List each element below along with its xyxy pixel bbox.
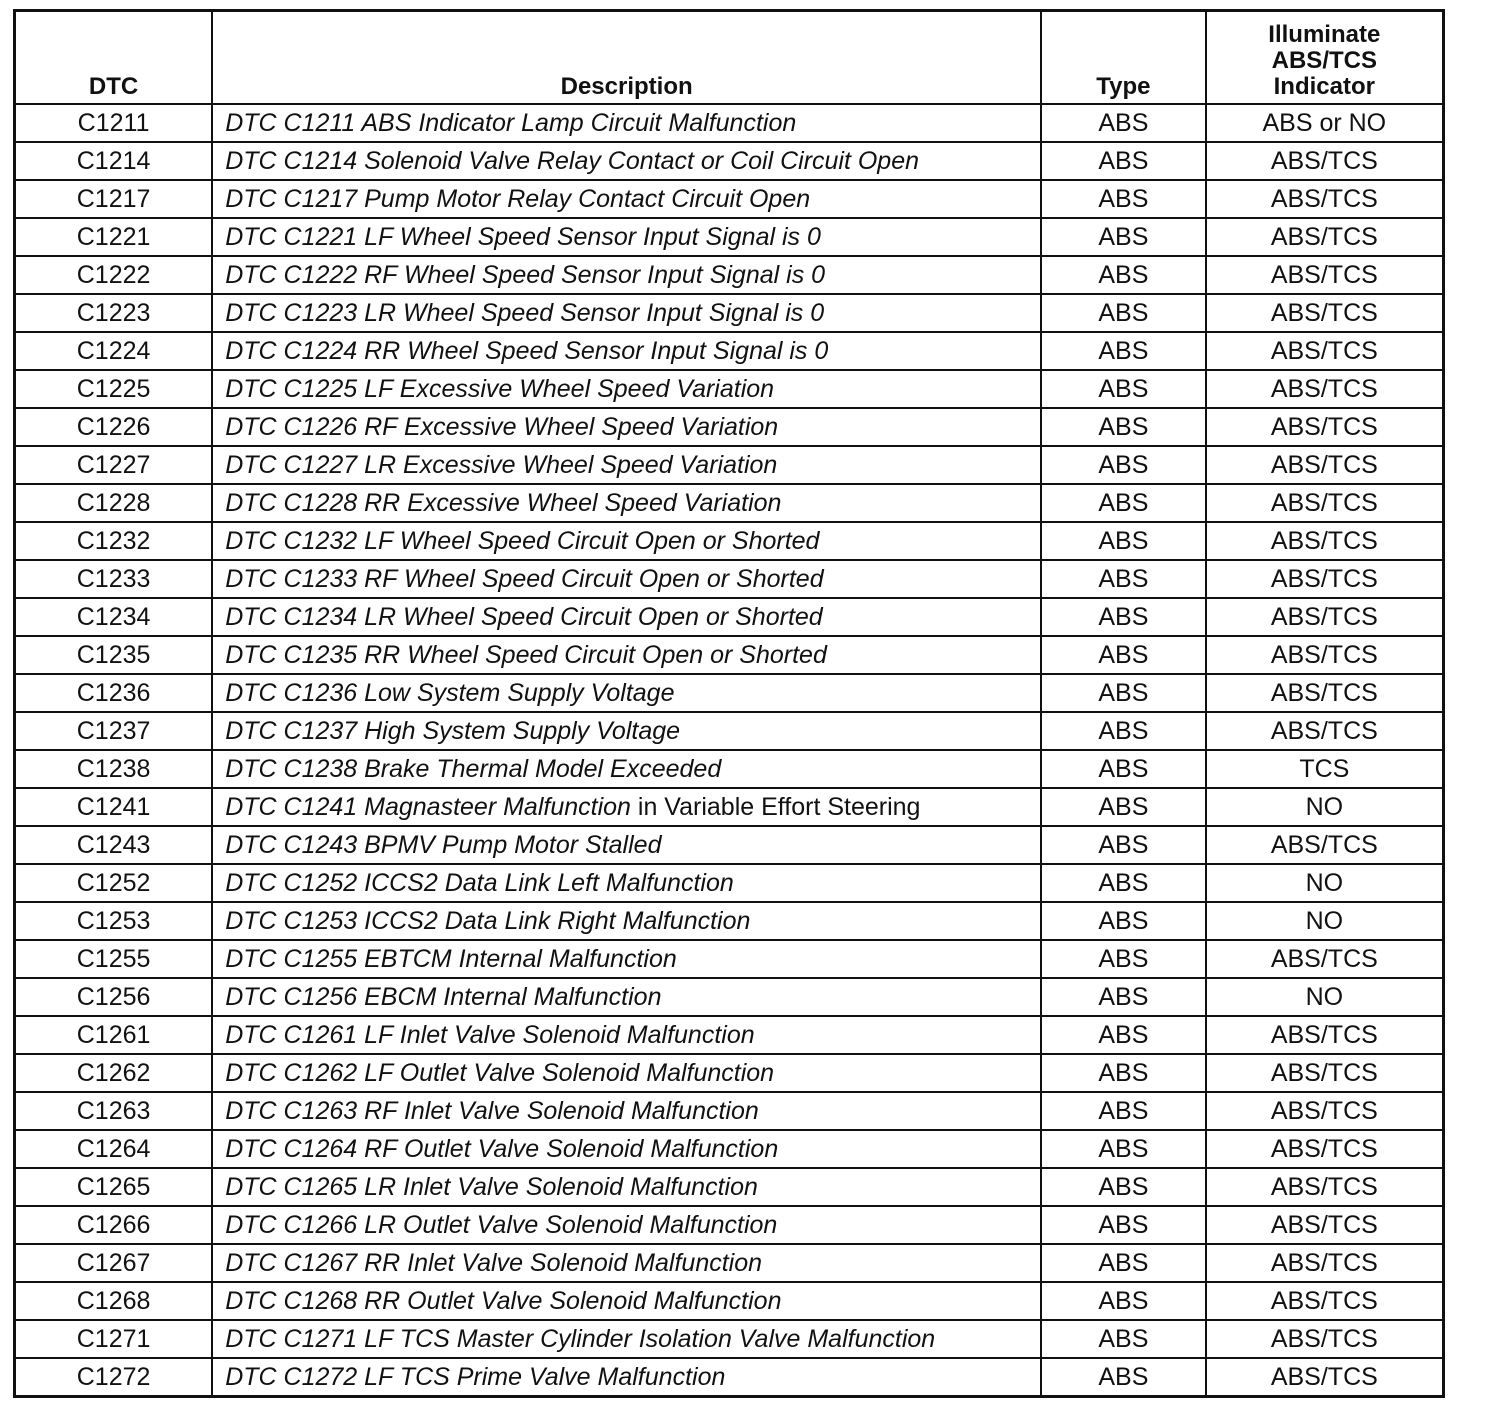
dtc-type: ABS bbox=[1041, 1054, 1206, 1092]
header-dtc: DTC bbox=[15, 11, 213, 105]
header-description: Description bbox=[212, 11, 1041, 105]
table-row bbox=[15, 408, 1444, 446]
dtc-type: ABS bbox=[1041, 294, 1206, 332]
dtc-type: ABS bbox=[1041, 104, 1206, 142]
dtc-description bbox=[212, 1282, 1041, 1320]
dtc-type: ABS bbox=[1041, 1016, 1206, 1054]
dtc-type: ABS bbox=[1041, 636, 1206, 674]
table-row bbox=[15, 446, 1444, 484]
dtc-description-text: DTC C1264 RF Outlet Valve Solenoid Malfunction bbox=[225, 1135, 779, 1163]
dtc-indicator: ABS/TCS bbox=[1206, 636, 1444, 674]
dtc-indicator: ABS/TCS bbox=[1206, 370, 1444, 408]
dtc-description bbox=[212, 864, 1041, 902]
dtc-description-text: DTC C1222 RF Wheel Speed Sensor Input Signal is 0 bbox=[225, 261, 826, 289]
dtc-description bbox=[212, 218, 1041, 256]
dtc-description bbox=[212, 1320, 1041, 1358]
dtc-description bbox=[212, 712, 1041, 750]
dtc-description-text: DTC C1223 LR Wheel Speed Sensor Input Signal is 0 bbox=[225, 299, 825, 327]
dtc-indicator: ABS/TCS bbox=[1206, 598, 1444, 636]
dtc-description-text: DTC C1235 RR Wheel Speed Circuit Open or Shorted bbox=[225, 641, 827, 669]
table-row bbox=[15, 142, 1444, 180]
table-row bbox=[15, 1320, 1444, 1358]
dtc-indicator: NO bbox=[1206, 788, 1444, 826]
dtc-indicator: ABS/TCS bbox=[1206, 256, 1444, 294]
dtc-code: C1266 bbox=[15, 1206, 213, 1244]
dtc-code: C1256 bbox=[15, 978, 213, 1016]
dtc-type: ABS bbox=[1041, 142, 1206, 180]
dtc-description-text: DTC C1253 ICCS2 Data Link Right Malfunction bbox=[225, 907, 751, 935]
dtc-description bbox=[212, 1168, 1041, 1206]
dtc-type: ABS bbox=[1041, 750, 1206, 788]
dtc-code: C1236 bbox=[15, 674, 213, 712]
table-row bbox=[15, 940, 1444, 978]
dtc-description-text: DTC C1227 LR Excessive Wheel Speed Variation bbox=[225, 451, 778, 479]
dtc-description bbox=[212, 940, 1041, 978]
dtc-code: C1241 bbox=[15, 788, 213, 826]
dtc-code: C1263 bbox=[15, 1092, 213, 1130]
dtc-indicator: ABS/TCS bbox=[1206, 484, 1444, 522]
dtc-type: ABS bbox=[1041, 902, 1206, 940]
dtc-type: ABS bbox=[1041, 1168, 1206, 1206]
dtc-type: ABS bbox=[1041, 826, 1206, 864]
dtc-indicator: ABS/TCS bbox=[1206, 522, 1444, 560]
table-row bbox=[15, 902, 1444, 940]
dtc-code: C1232 bbox=[15, 522, 213, 560]
dtc-code: C1235 bbox=[15, 636, 213, 674]
dtc-type: ABS bbox=[1041, 256, 1206, 294]
table-row bbox=[15, 1130, 1444, 1168]
table-row bbox=[15, 788, 1444, 826]
dtc-description-text: DTC C1221 LF Wheel Speed Sensor Input Signal is 0 bbox=[225, 223, 821, 251]
dtc-indicator: ABS/TCS bbox=[1206, 1282, 1444, 1320]
dtc-description bbox=[212, 142, 1041, 180]
table-row bbox=[15, 256, 1444, 294]
dtc-description-text: DTC C1228 RR Excessive Wheel Speed Variation bbox=[225, 489, 782, 517]
dtc-description-text: DTC C1236 Low System Supply Voltage bbox=[225, 679, 675, 707]
dtc-description bbox=[212, 560, 1041, 598]
dtc-code: C1264 bbox=[15, 1130, 213, 1168]
dtc-description bbox=[212, 750, 1041, 788]
dtc-code: C1224 bbox=[15, 332, 213, 370]
table-row bbox=[15, 104, 1444, 142]
dtc-type: ABS bbox=[1041, 1130, 1206, 1168]
dtc-type: ABS bbox=[1041, 1320, 1206, 1358]
table-row bbox=[15, 750, 1444, 788]
dtc-indicator: ABS/TCS bbox=[1206, 1244, 1444, 1282]
dtc-description bbox=[212, 484, 1041, 522]
dtc-description-text: DTC C1217 Pump Motor Relay Contact Circuit Open bbox=[225, 185, 811, 213]
dtc-description bbox=[212, 598, 1041, 636]
table-row bbox=[15, 1054, 1444, 1092]
dtc-indicator: ABS/TCS bbox=[1206, 1054, 1444, 1092]
dtc-indicator: ABS/TCS bbox=[1206, 218, 1444, 256]
dtc-type: ABS bbox=[1041, 598, 1206, 636]
dtc-code: C1262 bbox=[15, 1054, 213, 1092]
table-row bbox=[15, 712, 1444, 750]
dtc-description bbox=[212, 1054, 1041, 1092]
table-row bbox=[15, 332, 1444, 370]
table-row bbox=[15, 1282, 1444, 1320]
dtc-indicator: ABS/TCS bbox=[1206, 1168, 1444, 1206]
dtc-code: C1271 bbox=[15, 1320, 213, 1358]
table-row bbox=[15, 826, 1444, 864]
dtc-description bbox=[212, 826, 1041, 864]
table-row bbox=[15, 1168, 1444, 1206]
dtc-indicator: ABS/TCS bbox=[1206, 1320, 1444, 1358]
header-indicator bbox=[1206, 11, 1444, 105]
dtc-type: ABS bbox=[1041, 674, 1206, 712]
dtc-type: ABS bbox=[1041, 978, 1206, 1016]
table-row bbox=[15, 978, 1444, 1016]
dtc-description-text: DTC C1255 EBTCM Internal Malfunction bbox=[225, 945, 677, 973]
dtc-description-text: DTC C1243 BPMV Pump Motor Stalled bbox=[225, 831, 662, 859]
dtc-description bbox=[212, 1092, 1041, 1130]
dtc-type: ABS bbox=[1041, 1092, 1206, 1130]
dtc-description-text: DTC C1225 LF Excessive Wheel Speed Variation bbox=[225, 375, 775, 403]
dtc-description-text: DTC C1238 Brake Thermal Model Exceeded bbox=[225, 755, 722, 783]
dtc-description-text: DTC C1237 High System Supply Voltage bbox=[225, 717, 681, 745]
dtc-description-text: DTC C1267 RR Inlet Valve Solenoid Malfunction bbox=[225, 1249, 763, 1277]
dtc-description-text: DTC C1252 ICCS2 Data Link Left Malfunction bbox=[225, 869, 734, 897]
dtc-indicator: ABS/TCS bbox=[1206, 1358, 1444, 1397]
table-row bbox=[15, 370, 1444, 408]
dtc-code: C1227 bbox=[15, 446, 213, 484]
dtc-code: C1228 bbox=[15, 484, 213, 522]
table-row bbox=[15, 598, 1444, 636]
dtc-description bbox=[212, 636, 1041, 674]
dtc-indicator: NO bbox=[1206, 978, 1444, 1016]
dtc-code: C1233 bbox=[15, 560, 213, 598]
dtc-code: C1255 bbox=[15, 940, 213, 978]
table-row bbox=[15, 1206, 1444, 1244]
dtc-description-text: DTC C1224 RR Wheel Speed Sensor Input Signal is 0 bbox=[225, 337, 829, 365]
dtc-code: C1211 bbox=[15, 104, 213, 142]
dtc-description bbox=[212, 1016, 1041, 1054]
dtc-type: ABS bbox=[1041, 522, 1206, 560]
dtc-code: C1272 bbox=[15, 1358, 213, 1397]
table-row bbox=[15, 294, 1444, 332]
dtc-code: C1252 bbox=[15, 864, 213, 902]
dtc-description bbox=[212, 522, 1041, 560]
table-body bbox=[15, 104, 1444, 1397]
dtc-code: C1261 bbox=[15, 1016, 213, 1054]
dtc-code: C1253 bbox=[15, 902, 213, 940]
dtc-description-text: DTC C1268 RR Outlet Valve Solenoid Malfunction bbox=[225, 1287, 782, 1315]
dtc-code: C1225 bbox=[15, 370, 213, 408]
dtc-indicator: TCS bbox=[1206, 750, 1444, 788]
dtc-indicator: ABS/TCS bbox=[1206, 332, 1444, 370]
dtc-description bbox=[212, 978, 1041, 1016]
table-row bbox=[15, 484, 1444, 522]
table-row bbox=[15, 1244, 1444, 1282]
dtc-description-suffix: in Variable Effort Steering bbox=[630, 793, 921, 821]
dtc-indicator: ABS/TCS bbox=[1206, 1206, 1444, 1244]
dtc-code: C1237 bbox=[15, 712, 213, 750]
dtc-code: C1267 bbox=[15, 1244, 213, 1282]
dtc-description bbox=[212, 446, 1041, 484]
dtc-code: C1265 bbox=[15, 1168, 213, 1206]
dtc-code: C1217 bbox=[15, 180, 213, 218]
dtc-code: C1234 bbox=[15, 598, 213, 636]
dtc-type: ABS bbox=[1041, 446, 1206, 484]
dtc-description-text: DTC C1266 LR Outlet Valve Solenoid Malfunction bbox=[225, 1211, 778, 1239]
dtc-type: ABS bbox=[1041, 370, 1206, 408]
dtc-type: ABS bbox=[1041, 180, 1206, 218]
dtc-description bbox=[212, 256, 1041, 294]
dtc-table bbox=[13, 9, 1445, 1398]
dtc-type: ABS bbox=[1041, 1206, 1206, 1244]
dtc-indicator: ABS/TCS bbox=[1206, 560, 1444, 598]
dtc-description-text: DTC C1234 LR Wheel Speed Circuit Open or Shorted bbox=[225, 603, 823, 631]
dtc-code: C1214 bbox=[15, 142, 213, 180]
table-row bbox=[15, 522, 1444, 560]
dtc-type: ABS bbox=[1041, 332, 1206, 370]
dtc-indicator: ABS/TCS bbox=[1206, 408, 1444, 446]
dtc-indicator: NO bbox=[1206, 902, 1444, 940]
dtc-indicator: NO bbox=[1206, 864, 1444, 902]
dtc-description bbox=[212, 370, 1041, 408]
table-row bbox=[15, 180, 1444, 218]
table-row bbox=[15, 1016, 1444, 1054]
dtc-description bbox=[212, 332, 1041, 370]
dtc-indicator: ABS/TCS bbox=[1206, 712, 1444, 750]
header-type: Type bbox=[1041, 11, 1206, 105]
table-row bbox=[15, 1358, 1444, 1397]
dtc-description-text: DTC C1211 ABS Indicator Lamp Circuit Malfunction bbox=[225, 109, 797, 137]
header-indicator-line: Illuminate bbox=[1268, 21, 1381, 48]
dtc-type: ABS bbox=[1041, 560, 1206, 598]
table-row bbox=[15, 218, 1444, 256]
dtc-type: ABS bbox=[1041, 712, 1206, 750]
dtc-description-text: DTC C1263 RF Inlet Valve Solenoid Malfunction bbox=[225, 1097, 759, 1125]
dtc-indicator: ABS/TCS bbox=[1206, 674, 1444, 712]
dtc-description-text: DTC C1272 LF TCS Prime Valve Malfunction bbox=[225, 1363, 726, 1391]
dtc-description-text: DTC C1256 EBCM Internal Malfunction bbox=[225, 983, 662, 1011]
dtc-description bbox=[212, 902, 1041, 940]
dtc-description bbox=[212, 180, 1041, 218]
dtc-indicator: ABS or NO bbox=[1206, 104, 1444, 142]
dtc-indicator: ABS/TCS bbox=[1206, 1130, 1444, 1168]
dtc-indicator: ABS/TCS bbox=[1206, 1016, 1444, 1054]
dtc-description bbox=[212, 408, 1041, 446]
dtc-description bbox=[212, 104, 1041, 142]
dtc-description bbox=[212, 788, 1041, 826]
dtc-type: ABS bbox=[1041, 1244, 1206, 1282]
dtc-code: C1226 bbox=[15, 408, 213, 446]
dtc-indicator: ABS/TCS bbox=[1206, 142, 1444, 180]
dtc-description-text: DTC C1241 Magnasteer Malfunction bbox=[225, 793, 631, 821]
dtc-description bbox=[212, 674, 1041, 712]
dtc-indicator: ABS/TCS bbox=[1206, 294, 1444, 332]
dtc-type: ABS bbox=[1041, 864, 1206, 902]
dtc-indicator: ABS/TCS bbox=[1206, 940, 1444, 978]
dtc-description bbox=[212, 294, 1041, 332]
dtc-indicator: ABS/TCS bbox=[1206, 446, 1444, 484]
dtc-code: C1223 bbox=[15, 294, 213, 332]
table-row bbox=[15, 864, 1444, 902]
dtc-description-text: DTC C1261 LF Inlet Valve Solenoid Malfunction bbox=[225, 1021, 755, 1049]
header-indicator-line: Indicator bbox=[1273, 73, 1375, 100]
dtc-type: ABS bbox=[1041, 940, 1206, 978]
dtc-type: ABS bbox=[1041, 218, 1206, 256]
dtc-code: C1221 bbox=[15, 218, 213, 256]
table-row bbox=[15, 674, 1444, 712]
dtc-description-text: DTC C1262 LF Outlet Valve Solenoid Malfunction bbox=[225, 1059, 775, 1087]
dtc-description bbox=[212, 1130, 1041, 1168]
table-row bbox=[15, 636, 1444, 674]
table-row bbox=[15, 560, 1444, 598]
header-indicator-line: ABS/TCS bbox=[1271, 47, 1377, 74]
dtc-type: ABS bbox=[1041, 1282, 1206, 1320]
dtc-type: ABS bbox=[1041, 1358, 1206, 1397]
dtc-code: C1238 bbox=[15, 750, 213, 788]
dtc-description-text: DTC C1232 LF Wheel Speed Circuit Open or Shorted bbox=[225, 527, 820, 555]
dtc-description-text: DTC C1271 LF TCS Master Cylinder Isolation Valve Malfunction bbox=[225, 1325, 936, 1353]
dtc-indicator: ABS/TCS bbox=[1206, 826, 1444, 864]
dtc-indicator: ABS/TCS bbox=[1206, 1092, 1444, 1130]
dtc-description bbox=[212, 1244, 1041, 1282]
table-row bbox=[15, 1092, 1444, 1130]
dtc-code: C1268 bbox=[15, 1282, 213, 1320]
dtc-code: C1243 bbox=[15, 826, 213, 864]
dtc-type: ABS bbox=[1041, 408, 1206, 446]
dtc-indicator: ABS/TCS bbox=[1206, 180, 1444, 218]
dtc-description bbox=[212, 1206, 1041, 1244]
dtc-description bbox=[212, 1358, 1041, 1397]
dtc-type: ABS bbox=[1041, 484, 1206, 522]
dtc-description-text: DTC C1233 RF Wheel Speed Circuit Open or Shorted bbox=[225, 565, 824, 593]
dtc-description-text: DTC C1265 LR Inlet Valve Solenoid Malfunction bbox=[225, 1173, 758, 1201]
dtc-description-text: DTC C1226 RF Excessive Wheel Speed Variation bbox=[225, 413, 779, 441]
dtc-code: C1222 bbox=[15, 256, 213, 294]
dtc-type: ABS bbox=[1041, 788, 1206, 826]
dtc-description-text: DTC C1214 Solenoid Valve Relay Contact or Coil Circuit Open bbox=[225, 147, 920, 175]
header-row bbox=[15, 11, 1444, 105]
